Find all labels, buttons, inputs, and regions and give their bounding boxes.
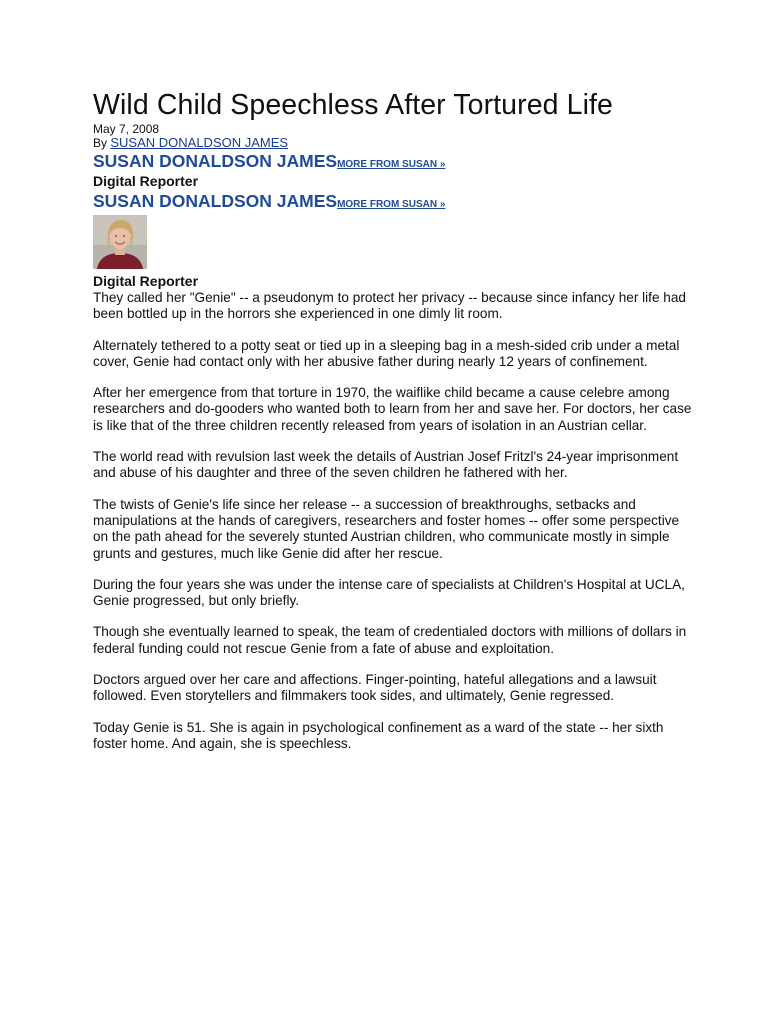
- article-page: [93, 88, 693, 767]
- more-from-author-link[interactable]: MORE FROM SUSAN »: [337, 199, 446, 210]
- article-paragraph: The twists of Genie's life since her release -- a succession of breakthroughs, setbacks and manipulations at the hands of caregivers, researchers and foster homes -- offer some perspective on the path ahead for the severely stunted Austrian children, who communicate mostly in simple grunts and gestures, much like Genie did after her rescue.: [93, 496, 680, 561]
- author-block-2: [93, 190, 693, 290]
- author-block-1: [93, 150, 693, 190]
- author-role: Digital Reporter: [93, 173, 199, 189]
- article-paragraph: They called her "Genie" -- a pseudonym to protect her privacy -- because since infancy her life had been bottled up in the horrors she experienced in one dimly lit room.: [93, 290, 686, 322]
- article-paragraph: Though she eventually learned to speak, the team of credentialed doctors with millions of dollars in federal funding could not rescue Genie from a fate of abuse and exploitation.: [93, 624, 687, 656]
- article-paragraph: During the four years she was under the intense care of specialists at Children's Hospital at UCLA, Genie progressed, but only briefly.: [93, 576, 685, 609]
- byline-author-link[interactable]: SUSAN DONALDSON JAMES: [110, 135, 289, 150]
- article-paragraph: Alternately tethered to a potty seat or tied up in a sleeping bag in a mesh-sided crib under a metal cover, Genie had contact only with her abusive father during nearly 12 years of confinement.: [93, 337, 680, 369]
- author-name: SUSAN DONALDSON JAMES: [93, 151, 338, 171]
- article-paragraph: The world read with revulsion last week the details of Austrian Josef Fritzl's 24-year imprisonment and abuse of his daughter and three of the seven children he fathered with her.: [93, 449, 679, 481]
- author-role: Digital Reporter: [93, 273, 199, 289]
- author-row: [93, 190, 693, 212]
- article-paragraph: Doctors argued over her care and affections. Finger-pointing, hateful allegations and a lawsuit followed. Even storytellers and filmmakers took sides, and ultimately, Genie regressed.: [93, 672, 657, 704]
- article-body: [93, 290, 693, 752]
- article-date: May 7, 2008: [93, 122, 160, 136]
- more-from-author-link[interactable]: MORE FROM SUSAN »: [337, 159, 446, 170]
- author-photo: [93, 215, 147, 269]
- article-paragraph: Today Genie is 51. She is again in psychological confinement as a ward of the state -- her sixth foster home. And again, she is speechless.: [93, 719, 664, 751]
- byline-by-label: By: [93, 136, 108, 150]
- article-title: Wild Child Speechless After Tortured Life: [93, 89, 613, 121]
- author-row: [93, 150, 693, 172]
- author-name: SUSAN DONALDSON JAMES: [93, 191, 338, 211]
- article-paragraph: After her emergence from that torture in 1970, the waiflike child became a cause celebre among researchers and do-gooders who wanted both to learn from her and save her. For doctors, her case is like that of the three children recently released from years of isolation in an Austrian cellar.: [93, 385, 692, 433]
- byline: [93, 136, 693, 150]
